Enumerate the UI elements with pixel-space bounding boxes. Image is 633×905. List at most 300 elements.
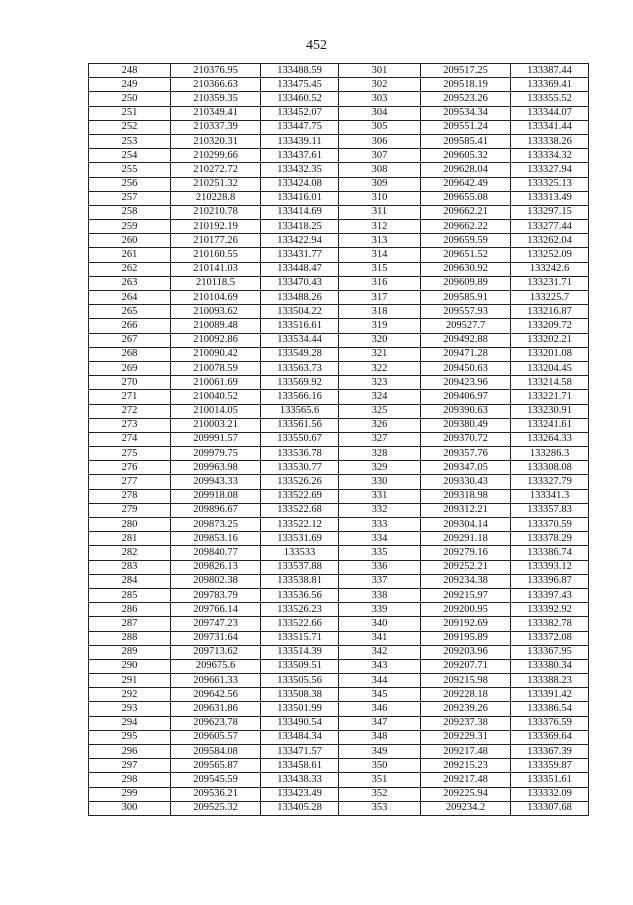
x-coordinate-cell: 209234.2 [421,801,511,815]
point-number-cell: 265 [89,305,171,319]
x-coordinate-cell: 210118.5 [171,276,261,290]
point-number-cell: 329 [339,461,421,475]
y-coordinate-cell: 133536.56 [261,588,339,602]
table-row [89,674,589,688]
x-coordinate-cell: 210014.05 [171,404,261,418]
y-coordinate-cell: 133367.39 [511,745,589,759]
table-row [89,376,589,390]
y-coordinate-cell: 133387.44 [511,64,589,78]
y-coordinate-cell: 133286.3 [511,447,589,461]
table-row [89,730,589,744]
y-coordinate-cell: 133569.92 [261,376,339,390]
y-coordinate-cell: 133488.59 [261,64,339,78]
x-coordinate-cell: 210040.52 [171,390,261,404]
table-row [89,503,589,517]
point-number-cell: 325 [339,404,421,418]
y-coordinate-cell: 133355.52 [511,92,589,106]
point-number-cell: 259 [89,220,171,234]
point-number-cell: 254 [89,149,171,163]
point-number-cell: 332 [339,503,421,517]
y-coordinate-cell: 133416.01 [261,191,339,205]
y-coordinate-cell: 133537.88 [261,560,339,574]
x-coordinate-cell: 209661.33 [171,674,261,688]
y-coordinate-cell: 133418.25 [261,220,339,234]
point-number-cell: 320 [339,333,421,347]
x-coordinate-cell: 209565.87 [171,759,261,773]
x-coordinate-cell: 209585.91 [421,291,511,305]
y-coordinate-cell: 133439.11 [261,134,339,148]
point-number-cell: 281 [89,532,171,546]
y-coordinate-cell: 133307.68 [511,801,589,815]
coordinates-table [88,63,589,816]
x-coordinate-cell: 210320.31 [171,134,261,148]
point-number-cell: 295 [89,730,171,744]
y-coordinate-cell: 133549.28 [261,347,339,361]
y-coordinate-cell: 133566.16 [261,390,339,404]
y-coordinate-cell: 133526.23 [261,603,339,617]
x-coordinate-cell: 209873.25 [171,518,261,532]
x-coordinate-cell: 209234.38 [421,574,511,588]
point-number-cell: 304 [339,106,421,120]
point-number-cell: 273 [89,418,171,432]
x-coordinate-cell: 209228.18 [421,688,511,702]
point-number-cell: 349 [339,745,421,759]
y-coordinate-cell: 133550.67 [261,432,339,446]
point-number-cell: 306 [339,134,421,148]
point-number-cell: 263 [89,276,171,290]
x-coordinate-cell: 209192.69 [421,617,511,631]
y-coordinate-cell: 133460.52 [261,92,339,106]
x-coordinate-cell: 209609.89 [421,276,511,290]
point-number-cell: 270 [89,376,171,390]
point-number-cell: 313 [339,234,421,248]
x-coordinate-cell: 209642.49 [421,177,511,191]
point-number-cell: 318 [339,305,421,319]
x-coordinate-cell: 210228.8 [171,191,261,205]
point-number-cell: 282 [89,546,171,560]
y-coordinate-cell: 133351.61 [511,773,589,787]
point-number-cell: 248 [89,64,171,78]
x-coordinate-cell: 209783.79 [171,588,261,602]
point-number-cell: 341 [339,631,421,645]
table-row [89,475,589,489]
point-number-cell: 276 [89,461,171,475]
y-coordinate-cell: 133367.95 [511,645,589,659]
x-coordinate-cell: 209585.41 [421,134,511,148]
y-coordinate-cell: 133509.51 [261,659,339,673]
y-coordinate-cell: 133380.34 [511,659,589,673]
x-coordinate-cell: 210359.35 [171,92,261,106]
y-coordinate-cell: 133202.21 [511,333,589,347]
x-coordinate-cell: 210089.48 [171,319,261,333]
table-row [89,560,589,574]
point-number-cell: 353 [339,801,421,815]
y-coordinate-cell: 133332.09 [511,787,589,801]
x-coordinate-cell: 209318.98 [421,489,511,503]
y-coordinate-cell: 133536.78 [261,447,339,461]
y-coordinate-cell: 133230.91 [511,404,589,418]
x-coordinate-cell: 209217.48 [421,773,511,787]
point-number-cell: 330 [339,475,421,489]
point-number-cell: 297 [89,759,171,773]
table-row [89,149,589,163]
y-coordinate-cell: 133241.61 [511,418,589,432]
y-coordinate-cell: 133470.43 [261,276,339,290]
x-coordinate-cell: 209291.18 [421,532,511,546]
point-number-cell: 280 [89,518,171,532]
point-number-cell: 277 [89,475,171,489]
point-number-cell: 300 [89,801,171,815]
table-row [89,291,589,305]
point-number-cell: 285 [89,588,171,602]
point-number-cell: 258 [89,205,171,219]
table-row [89,177,589,191]
y-coordinate-cell: 133484.34 [261,730,339,744]
x-coordinate-cell: 209347.05 [421,461,511,475]
point-number-cell: 333 [339,518,421,532]
x-coordinate-cell: 210337.39 [171,120,261,134]
x-coordinate-cell: 209943.33 [171,475,261,489]
y-coordinate-cell: 133338.26 [511,134,589,148]
y-coordinate-cell: 133327.94 [511,163,589,177]
table-row [89,631,589,645]
point-number-cell: 250 [89,92,171,106]
y-coordinate-cell: 133458.61 [261,759,339,773]
x-coordinate-cell: 209279.16 [421,546,511,560]
x-coordinate-cell: 209979.75 [171,447,261,461]
x-coordinate-cell: 209802.38 [171,574,261,588]
y-coordinate-cell: 133334.32 [511,149,589,163]
y-coordinate-cell: 133431.77 [261,248,339,262]
x-coordinate-cell: 210349.41 [171,106,261,120]
y-coordinate-cell: 133386.74 [511,546,589,560]
table-row [89,759,589,773]
x-coordinate-cell: 209584.08 [171,745,261,759]
table-row [89,163,589,177]
table-row [89,603,589,617]
y-coordinate-cell: 133391.42 [511,688,589,702]
y-coordinate-cell: 133225.7 [511,291,589,305]
y-coordinate-cell: 133392.92 [511,603,589,617]
table-row [89,617,589,631]
x-coordinate-cell: 209536.21 [171,787,261,801]
x-coordinate-cell: 209423.96 [421,376,511,390]
y-coordinate-cell: 133386.54 [511,702,589,716]
y-coordinate-cell: 133563.73 [261,361,339,375]
point-number-cell: 309 [339,177,421,191]
y-coordinate-cell: 133526.26 [261,475,339,489]
y-coordinate-cell: 133475.45 [261,78,339,92]
y-coordinate-cell: 133341.3 [511,489,589,503]
y-coordinate-cell: 133376.59 [511,716,589,730]
x-coordinate-cell: 209217.48 [421,745,511,759]
x-coordinate-cell: 209826.13 [171,560,261,574]
y-coordinate-cell: 133522.12 [261,518,339,532]
table-row [89,801,589,815]
x-coordinate-cell: 209551.24 [421,120,511,134]
x-coordinate-cell: 209659.59 [421,234,511,248]
y-coordinate-cell: 133561.56 [261,418,339,432]
y-coordinate-cell: 133201.08 [511,347,589,361]
y-coordinate-cell: 133388.23 [511,674,589,688]
table-row [89,716,589,730]
point-number-cell: 326 [339,418,421,432]
x-coordinate-cell: 209229.31 [421,730,511,744]
y-coordinate-cell: 133264.33 [511,432,589,446]
point-number-cell: 317 [339,291,421,305]
table-row [89,461,589,475]
point-number-cell: 291 [89,674,171,688]
point-number-cell: 294 [89,716,171,730]
y-coordinate-cell: 133422.94 [261,234,339,248]
y-coordinate-cell: 133252.09 [511,248,589,262]
point-number-cell: 257 [89,191,171,205]
x-coordinate-cell: 210210.78 [171,205,261,219]
x-coordinate-cell: 210003.21 [171,418,261,432]
point-number-cell: 290 [89,659,171,673]
x-coordinate-cell: 209896.67 [171,503,261,517]
x-coordinate-cell: 210141.03 [171,262,261,276]
x-coordinate-cell: 210061.69 [171,376,261,390]
point-number-cell: 336 [339,560,421,574]
point-number-cell: 337 [339,574,421,588]
point-number-cell: 260 [89,234,171,248]
point-number-cell: 302 [339,78,421,92]
point-number-cell: 348 [339,730,421,744]
point-number-cell: 303 [339,92,421,106]
x-coordinate-cell: 210078.59 [171,361,261,375]
x-coordinate-cell: 209631.86 [171,702,261,716]
y-coordinate-cell: 133565.6 [261,404,339,418]
y-coordinate-cell: 133538.81 [261,574,339,588]
table-row [89,361,589,375]
table-row [89,404,589,418]
x-coordinate-cell: 210272.72 [171,163,261,177]
x-coordinate-cell: 210093.62 [171,305,261,319]
table-row [89,688,589,702]
table-row [89,305,589,319]
point-number-cell: 255 [89,163,171,177]
y-coordinate-cell: 133341.44 [511,120,589,134]
y-coordinate-cell: 133447.75 [261,120,339,134]
y-coordinate-cell: 133424.08 [261,177,339,191]
x-coordinate-cell: 209853.16 [171,532,261,546]
point-number-cell: 278 [89,489,171,503]
point-number-cell: 319 [339,319,421,333]
point-number-cell: 262 [89,262,171,276]
x-coordinate-cell: 209991.57 [171,432,261,446]
x-coordinate-cell: 210251.32 [171,177,261,191]
y-coordinate-cell: 133221.71 [511,390,589,404]
y-coordinate-cell: 133488.26 [261,291,339,305]
page-number: 452 [306,38,327,53]
x-coordinate-cell: 209207.71 [421,659,511,673]
table-row [89,773,589,787]
y-coordinate-cell: 133369.41 [511,78,589,92]
table-row [89,787,589,801]
y-coordinate-cell: 133516.61 [261,319,339,333]
table-row [89,546,589,560]
x-coordinate-cell: 209605.32 [421,149,511,163]
x-coordinate-cell: 209662.22 [421,220,511,234]
point-number-cell: 346 [339,702,421,716]
table-row [89,745,589,759]
y-coordinate-cell: 133534.44 [261,333,339,347]
y-coordinate-cell: 133530.77 [261,461,339,475]
point-number-cell: 338 [339,588,421,602]
x-coordinate-cell: 209239.26 [421,702,511,716]
x-coordinate-cell: 209357.76 [421,447,511,461]
x-coordinate-cell: 209527.7 [421,319,511,333]
x-coordinate-cell: 209662.21 [421,205,511,219]
x-coordinate-cell: 209525.32 [171,801,261,815]
y-coordinate-cell: 133490.54 [261,716,339,730]
x-coordinate-cell: 209545.59 [171,773,261,787]
y-coordinate-cell: 133325.13 [511,177,589,191]
x-coordinate-cell: 209766.14 [171,603,261,617]
table-row [89,276,589,290]
table-row [89,588,589,602]
x-coordinate-cell: 209628.04 [421,163,511,177]
y-coordinate-cell: 133214.58 [511,376,589,390]
point-number-cell: 351 [339,773,421,787]
x-coordinate-cell: 209450.63 [421,361,511,375]
table-row [89,134,589,148]
table-row [89,120,589,134]
table-row [89,347,589,361]
x-coordinate-cell: 209215.23 [421,759,511,773]
point-number-cell: 271 [89,390,171,404]
point-number-cell: 253 [89,134,171,148]
y-coordinate-cell: 133313.49 [511,191,589,205]
x-coordinate-cell: 209237.38 [421,716,511,730]
table-row [89,489,589,503]
point-number-cell: 279 [89,503,171,517]
y-coordinate-cell: 133393.12 [511,560,589,574]
y-coordinate-cell: 133370.59 [511,518,589,532]
point-number-cell: 321 [339,347,421,361]
x-coordinate-cell: 209713.62 [171,645,261,659]
point-number-cell: 252 [89,120,171,134]
x-coordinate-cell: 209651.52 [421,248,511,262]
x-coordinate-cell: 209518.19 [421,78,511,92]
coordinates-table-body [89,64,589,816]
table-row [89,390,589,404]
x-coordinate-cell: 209200.95 [421,603,511,617]
x-coordinate-cell: 209406.97 [421,390,511,404]
table-row [89,78,589,92]
point-number-cell: 283 [89,560,171,574]
table-row [89,220,589,234]
x-coordinate-cell: 209195.89 [421,631,511,645]
y-coordinate-cell: 133504.22 [261,305,339,319]
table-row [89,532,589,546]
y-coordinate-cell: 133327.79 [511,475,589,489]
point-number-cell: 316 [339,276,421,290]
table-row [89,64,589,78]
y-coordinate-cell: 133437.61 [261,149,339,163]
y-coordinate-cell: 133344.07 [511,106,589,120]
point-number-cell: 314 [339,248,421,262]
point-number-cell: 322 [339,361,421,375]
point-number-cell: 347 [339,716,421,730]
point-number-cell: 344 [339,674,421,688]
y-coordinate-cell: 133501.99 [261,702,339,716]
x-coordinate-cell: 210090.42 [171,347,261,361]
point-number-cell: 324 [339,390,421,404]
x-coordinate-cell: 209557.93 [421,305,511,319]
y-coordinate-cell: 133522.69 [261,489,339,503]
y-coordinate-cell: 133432.35 [261,163,339,177]
point-number-cell: 301 [339,64,421,78]
point-number-cell: 311 [339,205,421,219]
y-coordinate-cell: 133438.33 [261,773,339,787]
table-row [89,106,589,120]
point-number-cell: 307 [339,149,421,163]
point-number-cell: 288 [89,631,171,645]
point-number-cell: 327 [339,432,421,446]
y-coordinate-cell: 133359.87 [511,759,589,773]
x-coordinate-cell: 209330.43 [421,475,511,489]
point-number-cell: 310 [339,191,421,205]
point-number-cell: 331 [339,489,421,503]
y-coordinate-cell: 133508.38 [261,688,339,702]
y-coordinate-cell: 133514.39 [261,645,339,659]
x-coordinate-cell: 209312.21 [421,503,511,517]
x-coordinate-cell: 209225.94 [421,787,511,801]
x-coordinate-cell: 209747.23 [171,617,261,631]
point-number-cell: 268 [89,347,171,361]
x-coordinate-cell: 210104.69 [171,291,261,305]
y-coordinate-cell: 133414.69 [261,205,339,219]
y-coordinate-cell: 133405.28 [261,801,339,815]
point-number-cell: 323 [339,376,421,390]
x-coordinate-cell: 210192.19 [171,220,261,234]
x-coordinate-cell: 209517.25 [421,64,511,78]
x-coordinate-cell: 209390.63 [421,404,511,418]
table-row [89,447,589,461]
point-number-cell: 269 [89,361,171,375]
point-number-cell: 256 [89,177,171,191]
point-number-cell: 335 [339,546,421,560]
y-coordinate-cell: 133369.64 [511,730,589,744]
y-coordinate-cell: 133297.15 [511,205,589,219]
point-number-cell: 340 [339,617,421,631]
point-number-cell: 267 [89,333,171,347]
table-row [89,333,589,347]
y-coordinate-cell: 133372.08 [511,631,589,645]
y-coordinate-cell: 133397.43 [511,588,589,602]
point-number-cell: 350 [339,759,421,773]
y-coordinate-cell: 133209.72 [511,319,589,333]
point-number-cell: 274 [89,432,171,446]
point-number-cell: 299 [89,787,171,801]
x-coordinate-cell: 209623.78 [171,716,261,730]
y-coordinate-cell: 133308.08 [511,461,589,475]
x-coordinate-cell: 210299.66 [171,149,261,163]
x-coordinate-cell: 209918.08 [171,489,261,503]
x-coordinate-cell: 209655.08 [421,191,511,205]
y-coordinate-cell: 133423.49 [261,787,339,801]
y-coordinate-cell: 133382.78 [511,617,589,631]
y-coordinate-cell: 133448.47 [261,262,339,276]
y-coordinate-cell: 133204.45 [511,361,589,375]
x-coordinate-cell: 210160.55 [171,248,261,262]
table-row [89,702,589,716]
x-coordinate-cell: 209534.34 [421,106,511,120]
y-coordinate-cell: 133216.87 [511,305,589,319]
point-number-cell: 298 [89,773,171,787]
